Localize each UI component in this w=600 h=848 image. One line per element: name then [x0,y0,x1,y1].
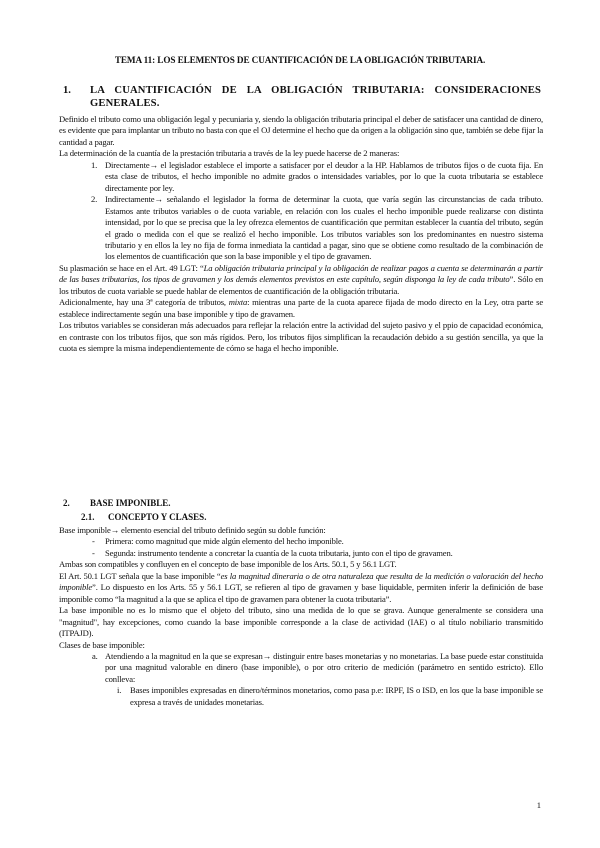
paragraph-mixed-tributes [59,297,543,320]
list-marker: - [92,547,95,558]
list-marker: a. [92,650,98,661]
subsection-number: 2.1. [81,512,95,522]
list-item [59,651,543,685]
paragraph: Los tributos variables se consideran más adecuados para reflejar la relación entre la actividad del sujeto pasivo y el ppio de capacidad económica, en contraste con los tributos fijos, que son más rígidos. Pero, los tributos fijos simplifican la recaudación debido a su gestión sencilla, ya que la cuota es siempre la misma independientemente de cómo se haga el hecho imponible. [59,320,543,354]
text-run: : mientras una parte de la cuota aparece fijada de modo directo en la Ley, otra parte se establece indirectamente según una base imponible y tipo de gravamen. [59,297,543,319]
list-item [59,548,543,559]
list-item-text: Atendiendo a la magnitud en la que se expresan→ distinguir entre bases monetarias y no monetarias. La base puede estar constituida por una magnitud valorable en dinero (base imponible), o por otro criterio de medición (parámetro en sentido estricto). Ello conlleva: [105,650,543,684]
section-1-heading [63,84,541,110]
paragraph: Base imponible→ elemento esencial del tributo definido según su doble función: [59,525,326,535]
text-run: ”. Lo dispuesto en los Arts. 55 y 56.1 LGT, se refieren al tipo de gravamen y base liquidable, permiten inferir la definición de base imponible como “la magnitud a la que se aplica el tipo de gravamen para obtener la cuota tributaria”. [59,582,543,604]
list-marker: 2. [91,194,98,205]
list-item [59,536,543,547]
paragraph: Clases de base imponible: [59,639,145,650]
paragraph-art-50 [59,571,543,605]
paragraph: Definido el tributo como una obligación legal y pecuniaria y, siendo la obligación tributaria principal el deber de satisfacer una cantidad de dinero, es evidente que para implantar un tributo no basta con que el OJ determine el hecho que da origen a la obligación sino que, también se debe fijar la cantidad a pagar. [59,114,543,147]
legal-quote: es la magnitud dineraria o de otra naturaleza que resulta de la medición o valoración del hecho imponible [59,570,543,593]
list-marker: - [92,536,95,547]
text-run: Su plasmación se hace en el Art. 49 LGT: “ [59,262,204,273]
section-1-title: LA CUANTIFICACIÓN DE LA OBLIGACIÓN TRIBUTARIA: CONSIDERACIONES GENERALES. [90,85,541,109]
list-item-text: Directamente→ el legislador establece el importe a satisfacer por el deudor a la HP. Hablamos de tributos fijos o de cuota fija. En esta clase de tributos, el hecho imponible no admite grados o intensidades variables, por lo que la cuota tributaria se establece directamente por ley. [105,159,543,193]
paragraph: Ambas son compatibles y confluyen en el concepto de base imponible de los Arts. 50.1, 5 y 56.1 LGT. [59,559,397,570]
list-item [59,685,543,708]
list-item-text: Primera: como magnitud que mide algún elemento del hecho imponible. [105,536,344,547]
text-run: ”. Sólo en los tributos de cuota variable se puede hablar de elementos de cuantificación de la obligación tributaria. [59,274,543,296]
emphasis: mixta [228,297,248,308]
text-run: El Art. 50.1 LGT señala que la base imponible “ [59,570,221,581]
list-item-text: Segunda: instrumento tendente a concretar la cuantía de la cuota tributaria, junto con el tipo de gravamen. [105,547,453,558]
subsection-title: CONCEPTO Y CLASES. [108,512,207,522]
legal-quote: La obligación tributaria principal y la obligación de realizar pagos a cuenta se determinarán a partir de las bases tributarias, los tipos de gravamen y los demás elementos previstos en este capítulo, según disponga la ley de cada tributo [59,262,543,285]
paragraph: La determinación de la cuantía de la prestación tributaria a través de la ley puede hacerse de 2 maneras: [59,148,400,159]
text-run: Adicionalmente, hay una 3ª categoría de tributos, [59,297,229,308]
document-title: TEMA 11: LOS ELEMENTOS DE CUANTIFICACIÓN DE LA OBLIGACIÓN TRIBUTARIA. [114,55,486,65]
section-1-body [59,114,543,355]
paragraph-art-49 [59,263,543,297]
list-item-text: Indirectamente→ señalando el legislador la forma de determinar la cuota, que varía según las circunstancias de cada tributo. Estamos ante tributos variables o de cuota variable, en relación con los cuales el hecho imponible puede realizarse con distinta intensidad, por lo que se precisa que la ley ofrezca elementos de cuantificación que permitan establecer la cuantía del tributo, según el grado o medida con el que se realizó el hecho imponible. Los tributos variables son los predominantes en nuestro sistema tributario y en ellos la ley no fija de forma inmediata la cantidad a pagar, sino que se obtiene como resultado de la combinación de los elementos de cuantificación que son la base imponible y el tipo de gravamen. [105,194,543,262]
section-2-title: BASE IMPONIBLE. [90,498,171,508]
paragraph: La base imponible no es lo mismo que el objeto del tributo, sino una medida de lo que se grava. Aunque generalmente se considera una "magnitud", hay excepciones, como cuando la base imponible corresponde a la clase de actividad (IAE) o al título nobiliario transmitido (ITPAJD). [59,605,543,639]
section-2-number: 2. [63,498,70,508]
list-item [59,160,543,194]
section-2-body [59,525,543,708]
list-marker: i. [117,685,122,696]
list-item [59,194,543,263]
section-1-number: 1. [63,85,71,96]
list-marker: 1. [91,159,98,170]
page-number: 1 [536,800,541,810]
list-item-text: Bases imponibles expresadas en dinero/términos monetarios, como pasa p.e: IRPF, IS o ISD, en los que la base imponible se expresa a través de unidades monetarias. [130,685,543,707]
